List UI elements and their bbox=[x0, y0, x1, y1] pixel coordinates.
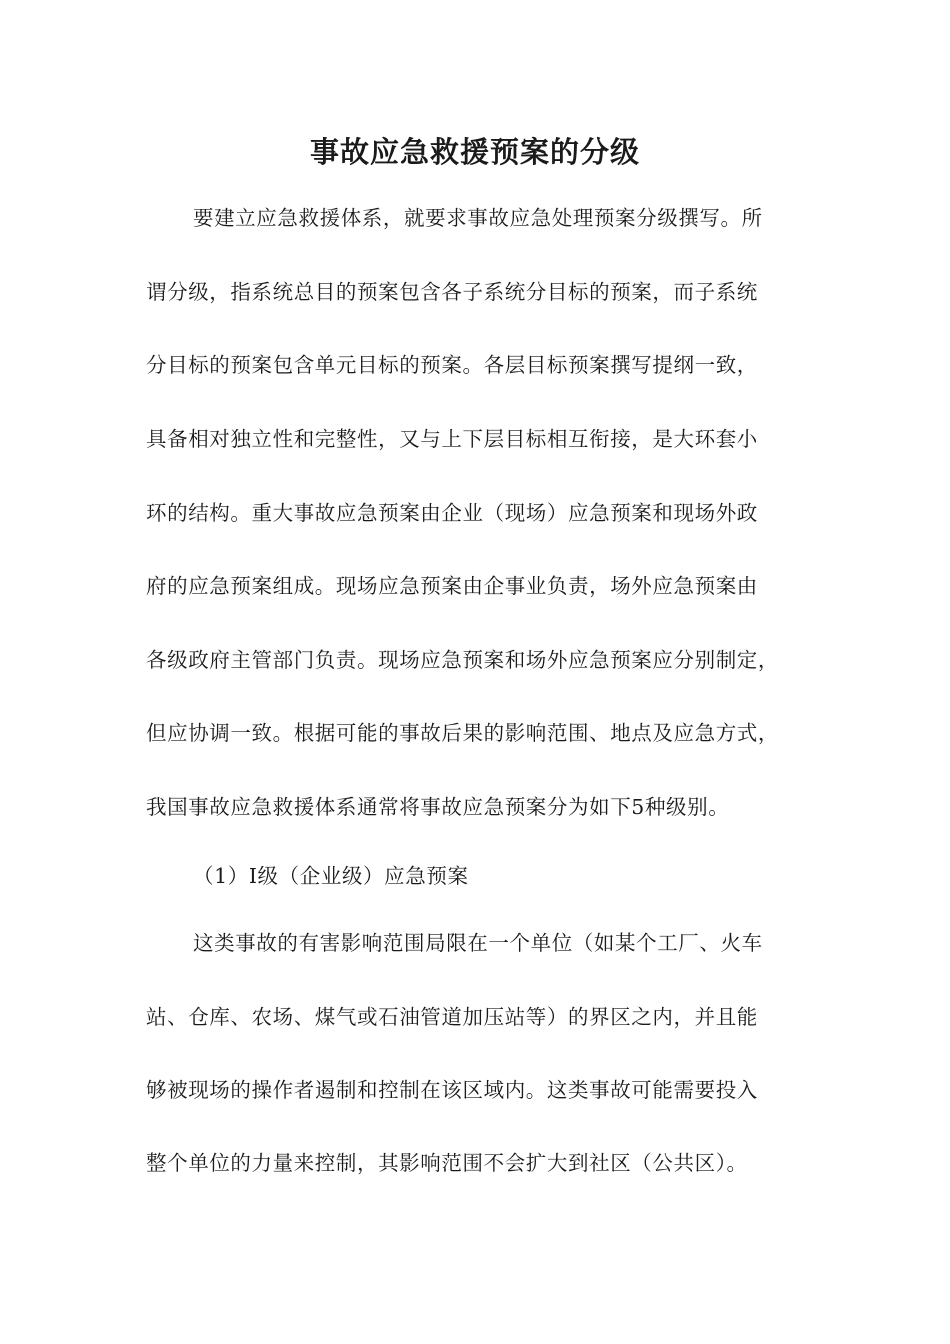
document-title: 事故应急救援预案的分级 bbox=[309, 135, 640, 169]
paragraph-line: 环的结构。重大事故应急预案由企业（现场）应急预案和现场外政 bbox=[146, 501, 758, 525]
paragraph-line: 谓分级，指系统总目的预案包含各子系统分目标的预案，而子系统 bbox=[146, 280, 758, 304]
paragraph-line: 府的应急预案组成。现场应急预案由企事业负责，场外应急预案由 bbox=[146, 574, 758, 598]
paragraph-line: 各级政府主管部门负责。现场应急预案和场外应急预案应分别制定， bbox=[146, 648, 779, 672]
paragraph-line: 这类事故的有害影响范围局限在一个单位（如某个工厂、火车 bbox=[193, 931, 763, 955]
section-heading: （1）Ⅰ级（企业级）应急预案 bbox=[193, 864, 469, 888]
paragraph-line: 具备相对独立性和完整性，又与上下层目标相互衔接，是大环套小 bbox=[146, 427, 758, 451]
paragraph-line: 站、仓库、农场、煤气或石油管道加压站等）的界区之内，并且能 bbox=[146, 1005, 758, 1029]
paragraph-line: 够被现场的操作者遏制和控制在该区域内。这类事故可能需要投入 bbox=[146, 1078, 758, 1102]
paragraph-line: 我国事故应急救援体系通常将事故应急预案分为如下5种级别。 bbox=[146, 795, 730, 819]
paragraph-line: 整个单位的力量来控制，其影响范围不会扩大到社区（公共区）。 bbox=[146, 1151, 748, 1175]
paragraph-line: 分目标的预案包含单元目标的预案。各层目标预案撰写提纲一致， bbox=[146, 353, 758, 377]
paragraph-line: 要建立应急救援体系，就要求事故应急处理预案分级撰写。所 bbox=[193, 206, 763, 230]
paragraph-line: 但应协调一致。根据可能的事故后果的影响范围、地点及应急方式， bbox=[146, 721, 779, 745]
